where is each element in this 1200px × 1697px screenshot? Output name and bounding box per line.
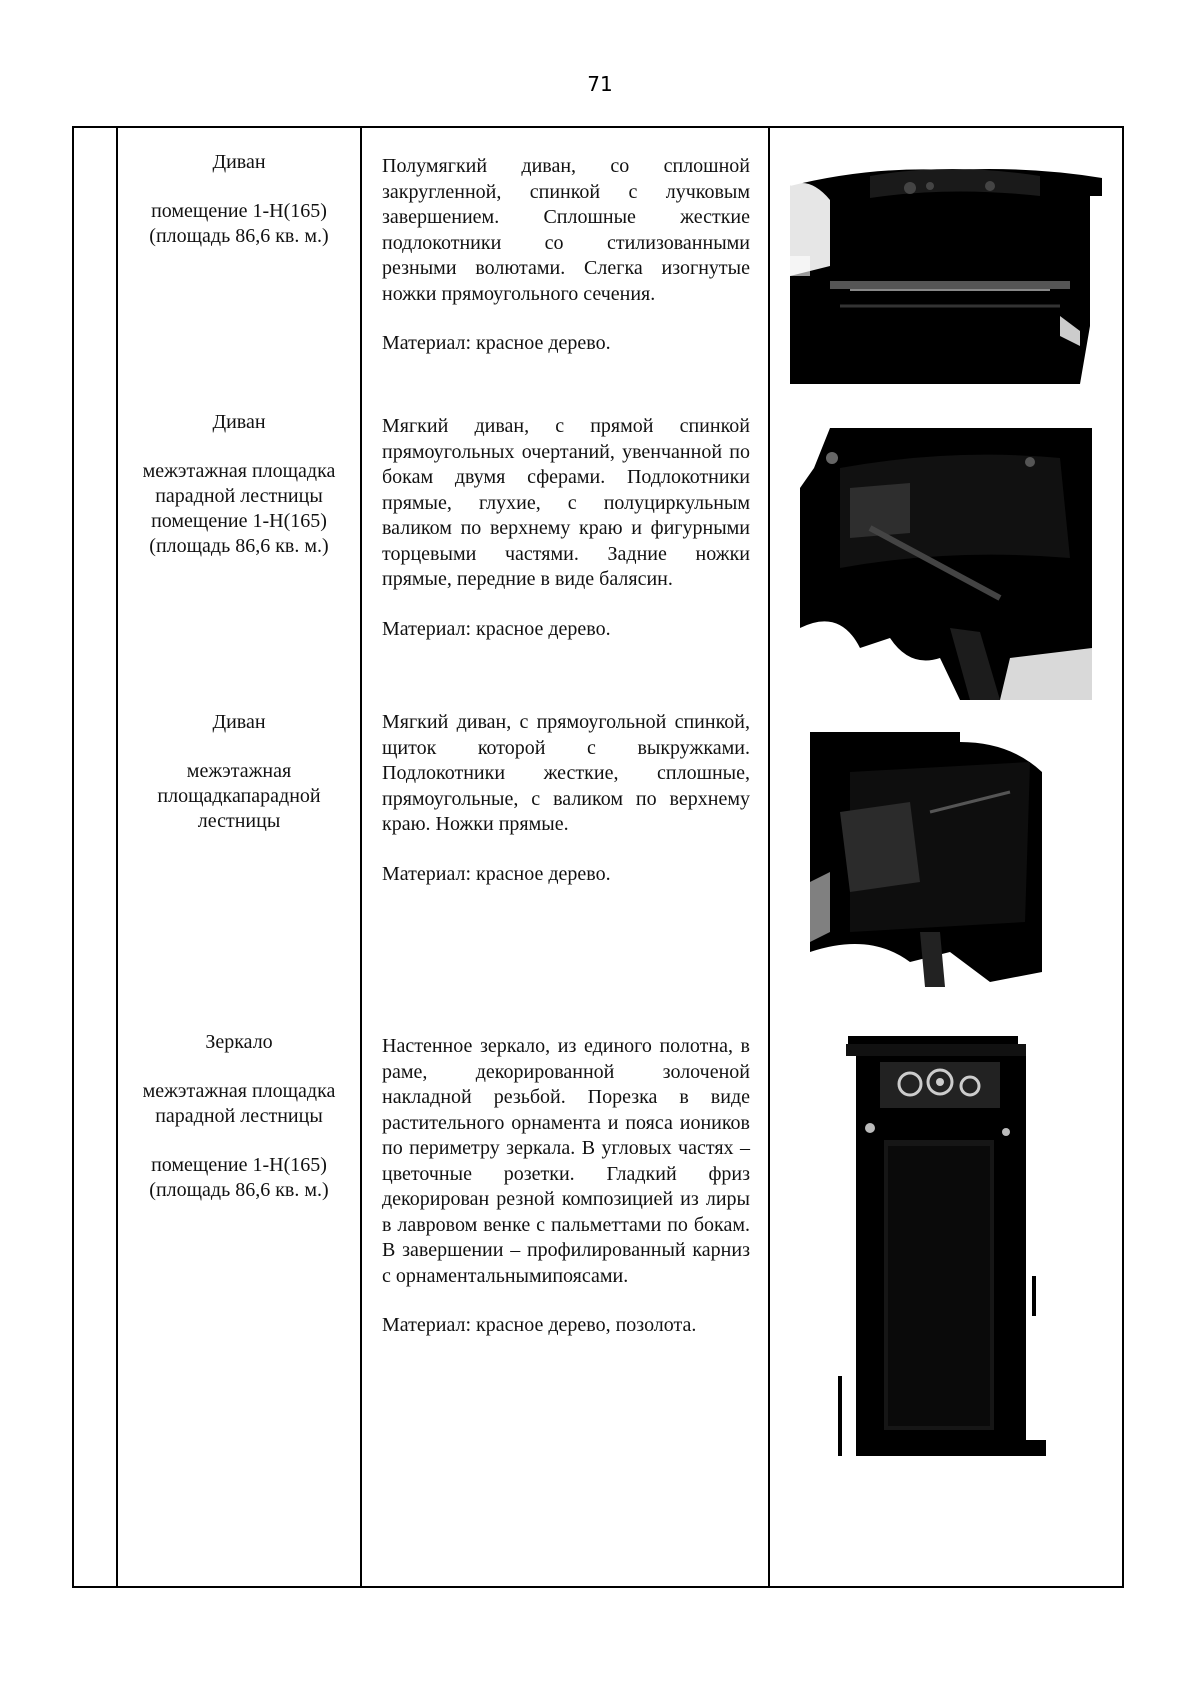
item-room: помещение 1-Н(165) (площадь 86,6 кв. м.) (149, 200, 329, 247)
column-divider (116, 128, 118, 1586)
item-material: Материал: красное дерево, позолота. (382, 1314, 697, 1336)
item-description: Мягкий диван, с прямой спинкой прямоугольных очертаний, увенчанной по бокам двумя сферами. Подлокотники прямые, глухие, с полуциркульным валиком по верхнему краю и фигурными торцевыми частями. Задние ножки прямые, передние в виде балясин. (382, 415, 750, 590)
item-name-cell (118, 1030, 360, 1203)
column-divider (360, 128, 362, 1586)
item-description-cell (382, 1034, 750, 1339)
item-title: Зеркало (205, 1031, 273, 1053)
item-room: межэтажная площадкапарадной лестницы (157, 760, 321, 832)
item-name-cell (118, 710, 360, 834)
item-name-cell (118, 410, 360, 559)
item-title: Диван (212, 151, 266, 173)
item-description-cell (382, 414, 750, 642)
item-room: помещение 1-Н(165) (площадь 86,6 кв. м.) (149, 1154, 329, 1201)
item-description: Мягкий диван, с прямоугольной спинкой, щиток которой с выкружками. Подлокотники жесткие, сплошные, прямоугольные, с валиком по верхнему краю. Ножки прямые. (382, 711, 750, 835)
sofa-photo (800, 428, 1092, 700)
item-description: Полумягкий диван, со сплошной закругленной, спинкой с лучковым завершением. Сплошные жесткие подлокотники со стилизованными резными волютами. Слегка изогнутые ножки прямоугольного сечения. (382, 155, 750, 305)
sofa-photo (790, 156, 1102, 384)
item-material: Материал: красное дерево. (382, 862, 611, 885)
item-title: Диван (212, 711, 266, 733)
mirror-photo (836, 1036, 1050, 1462)
item-title: Диван (212, 411, 266, 433)
item-location: межэтажная площадка парадной лестницы (142, 1080, 336, 1127)
item-description-cell (382, 154, 750, 357)
item-name-cell (118, 150, 360, 249)
inventory-table (72, 126, 1124, 1588)
item-description-cell (382, 710, 750, 887)
item-material: Материал: красное дерево. (382, 617, 611, 640)
item-description: Настенное зеркало, из единого полотна, в раме, декорированной золоченой накладной резьбой. Порезка в виде растительного орнамента и пояса иоников по периметру зеркала. В угловых частях – цветочные розетки. Гладкий фриз декорирован резной композицией из лиры в лавровом венке с пальметтами по бокам. В завершении – профилированный карниз с орнаментальнымипоясами. (382, 1035, 750, 1287)
sofa-photo (810, 732, 1042, 1002)
item-room: межэтажная площадка парадной лестницы помещение 1-Н(165) (площадь 86,6 кв. м.) (142, 460, 336, 557)
item-material: Материал: красное дерево. (382, 332, 611, 354)
page-number: 71 (587, 72, 613, 96)
column-divider (768, 128, 770, 1586)
